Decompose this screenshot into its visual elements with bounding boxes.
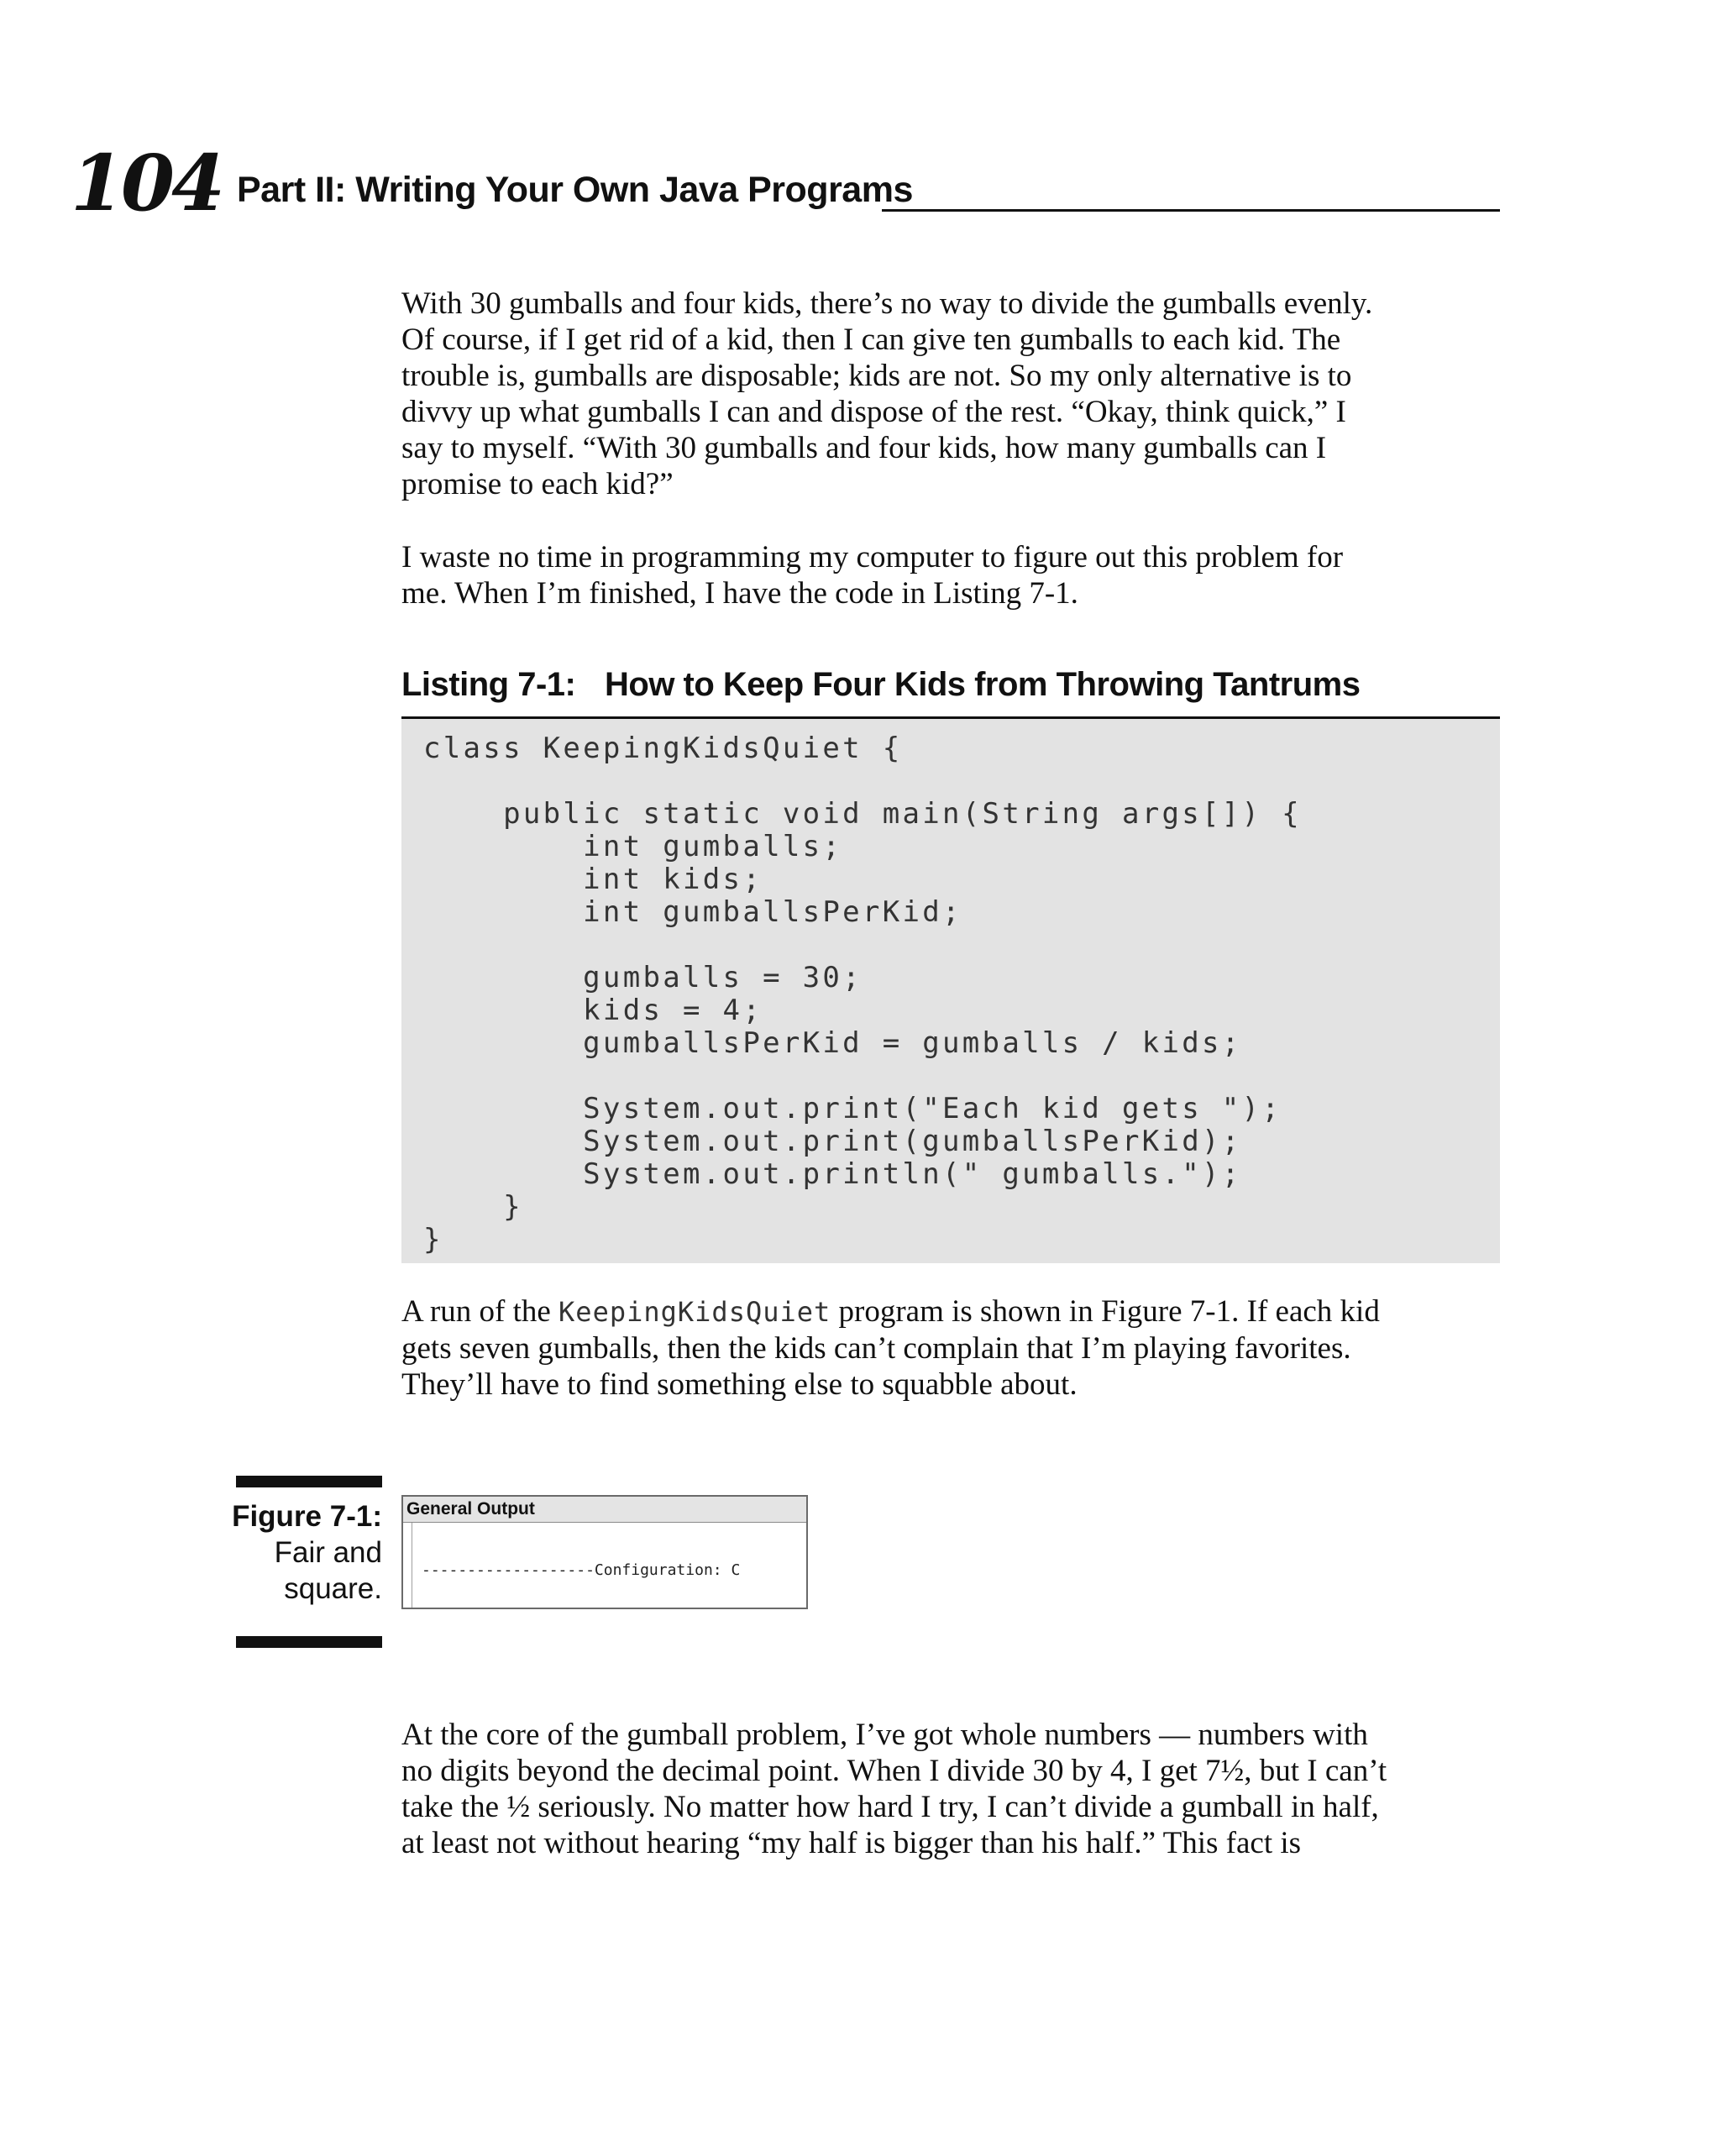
figure-bottom-bar <box>236 1636 382 1648</box>
general-output-window <box>401 1495 808 1609</box>
code-line: gumballs = 30; <box>423 961 863 994</box>
header-rule <box>882 209 1500 212</box>
figure-caption-line: Fair and <box>274 1536 382 1569</box>
code-line: System.out.println(" gumballs."); <box>423 1157 1242 1191</box>
code-line: gumballsPerKid = gumballs / kids; <box>423 1026 1242 1060</box>
running-head: Part II: Writing Your Own Java Programs <box>237 170 913 210</box>
text-line: promise to each kid?” <box>401 467 674 501</box>
code-line <box>423 929 1302 962</box>
text-line: At the core of the gumball problem, I’ve got whole numbers — numbers with <box>401 1718 1368 1752</box>
text-line <box>401 1293 1510 1330</box>
text-line: With 30 gumballs and four kids, there’s no way to divide the gumballs evenly. <box>401 286 1373 321</box>
figure-top-bar <box>236 1476 382 1487</box>
program-run-paragraph <box>401 1293 1510 1403</box>
output-window-title: General Output <box>403 1497 806 1523</box>
listing-caption <box>401 668 1360 701</box>
code-line: int gumballs; <box>423 830 843 863</box>
text-line: no digits beyond the decimal point. When I divide 30 by 4, I get 7½, but I can’t <box>401 1754 1387 1788</box>
code-line: int kids; <box>423 863 763 896</box>
text-line: They’ll have to find something else to squabble about. <box>401 1367 1078 1402</box>
figure-caption <box>214 1498 382 1607</box>
inline-code-class-name: KeepingKidsQuiet <box>558 1296 831 1328</box>
page-number: 104 <box>71 138 223 228</box>
text-line: divvy up what gumballs I can and dispose of the rest. “Okay, think quick,” I <box>401 395 1346 429</box>
text-line: gets seven gumballs, then the kids can’t complain that I’m playing favorites. <box>401 1331 1351 1366</box>
listing-label: Listing 7-1: <box>401 666 576 703</box>
text-line: trouble is, gumballs are disposable; kids are not. So my only alternative is to <box>401 359 1352 393</box>
listing-intro-paragraph <box>401 539 1510 611</box>
text-line: me. When I’m finished, I have the code in Listing 7-1. <box>401 576 1078 611</box>
listing-title: How to Keep Four Kids from Throwing Tantrums <box>605 666 1361 703</box>
output-line: -------------------Configuration: C <box>422 1561 741 1579</box>
code-line: int gumballsPerKid; <box>423 895 962 929</box>
code-line: kids = 4; <box>423 994 763 1027</box>
text-fragment: program is shown in Figure 7-1. If each kid <box>831 1294 1380 1329</box>
figure-label: Figure 7-1: <box>232 1500 382 1533</box>
code-line: } <box>423 1223 443 1256</box>
code-listing <box>423 732 1302 1256</box>
text-line: at least not without hearing “my half is bigger than his half.” This fact is <box>401 1826 1302 1860</box>
text-line: take the ½ seriously. No matter how hard I try, I can’t divide a gumball in half, <box>401 1790 1379 1824</box>
text-line: Of course, if I get rid of a kid, then I can give ten gumballs to each kid. The <box>401 323 1341 357</box>
closing-paragraph <box>401 1717 1510 1861</box>
text-line: say to myself. “With 30 gumballs and four kids, how many gumballs can I <box>401 431 1327 465</box>
code-line: } <box>423 1190 523 1224</box>
code-line <box>423 765 1302 798</box>
text-line: I waste no time in programming my computer to figure out this problem for <box>401 540 1344 574</box>
output-console <box>422 1529 740 1609</box>
code-line <box>423 1060 1302 1093</box>
code-line: System.out.print("Each kid gets "); <box>423 1092 1282 1125</box>
code-line: class KeepingKidsQuiet { <box>423 732 903 765</box>
intro-paragraph <box>401 286 1510 502</box>
code-line: System.out.print(gumballsPerKid); <box>423 1125 1242 1158</box>
figure-caption-line: square. <box>284 1572 382 1605</box>
text-fragment: A run of the <box>401 1294 559 1329</box>
code-line: public static void main(String args[]) { <box>423 797 1302 831</box>
